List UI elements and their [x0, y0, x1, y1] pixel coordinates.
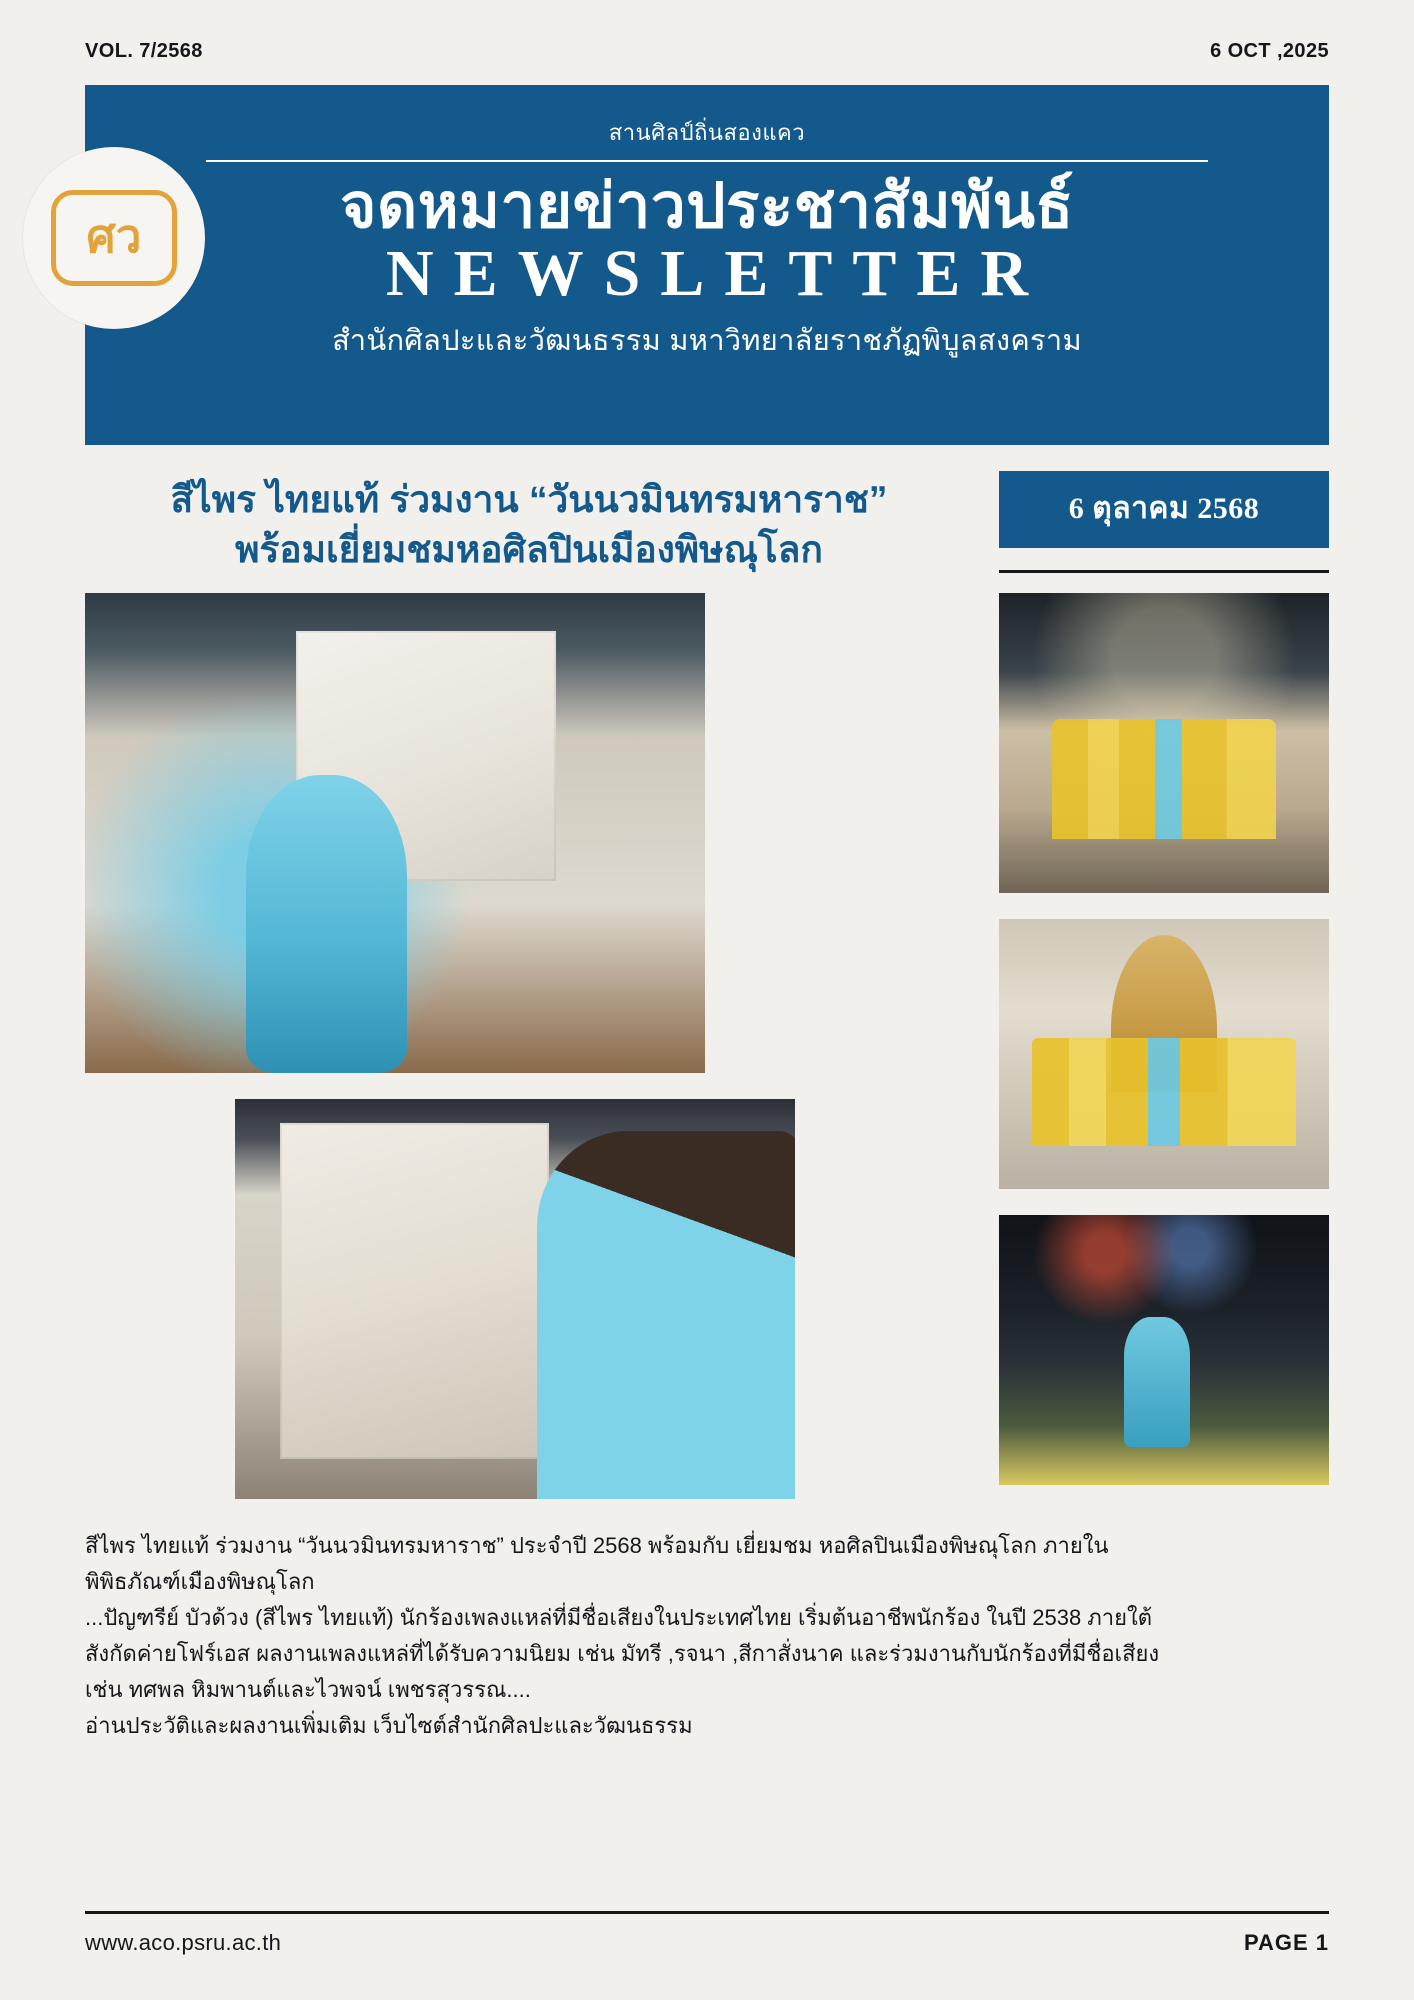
photo-signing-caption [243, 1478, 384, 1493]
footer-row [85, 1930, 1329, 1956]
photo-concert [999, 1215, 1329, 1485]
article-date-badge: 6 ตุลาคม 2568 [999, 471, 1329, 548]
organization-logo [23, 147, 205, 329]
headline-area [85, 471, 1329, 575]
article-body [85, 1529, 1329, 1744]
photo-signing [235, 1099, 795, 1499]
issue-date-label: 6 OCT ,2025 [1210, 40, 1329, 62]
article-paragraph: สังกัดค่ายโฟร์เอส ผลงานเพลงแหล่ที่ได้รับความนิยม เช่น มัทรี ,รจนา ,สีกาสั่งนาค และร่วมงานกับนักร้องที่มีชื่อเสียง [85, 1641, 1160, 1667]
date-column [999, 471, 1329, 575]
masthead [85, 85, 1329, 445]
article-paragraph: ...ปัญฑรีย์ บัวด้วง (สีไพร ไทยแท้) นักร้องเพลงแหล่ที่มีชื่อเสียงในประเทศไทย เริ่มต้นอาชีพนักร้อง ในปี 2538 ภายใต้ [85, 1605, 1153, 1631]
photo-exhibit-portrait [85, 593, 705, 1073]
footer-divider [85, 1911, 1329, 1914]
photo-concert-caption [1007, 1464, 1181, 1479]
masthead-divider-top [206, 160, 1207, 162]
page-footer [85, 1911, 1329, 1956]
photo-column-right [999, 593, 1329, 1499]
photo-group-stage [999, 593, 1329, 893]
masthead-thai-title: จดหมายข่าวประชาสัมพันธ์ [340, 172, 1074, 241]
masthead-organization: สำนักศิลปะและวัฒนธรรม มหาวิทยาลัยราชภัฏพิบูลสงคราม [332, 325, 1082, 358]
volume-label: VOL. 7/2568 [85, 40, 203, 62]
photo-exhibit-portrait-caption [93, 1052, 292, 1067]
photo-column-left [85, 593, 973, 1499]
masthead-english-title: NEWSLETTER [385, 237, 1049, 311]
footer-page-number: PAGE 1 [1243, 1930, 1329, 1955]
photo-grid [85, 593, 1329, 1499]
logo-mark-text: ศว [51, 190, 177, 286]
headline-line-2: พร้อมเยี่ยมชมหอศิลปินเมืองพิษณุโลก [235, 528, 823, 570]
photo-group-hall-caption [1007, 1168, 1104, 1183]
photo-group-stage-caption [1007, 872, 1106, 887]
article-paragraph: เช่น ทศพล หิมพานต์และไวพจน์ เพชรสุวรรณ.... [85, 1677, 531, 1703]
headline-line-1: สีไพร ไทยแท้ ร่วมงาน “วันนวมินทรมหาราช” [170, 479, 888, 520]
meta-row [85, 0, 1329, 63]
headline-block [85, 471, 973, 575]
date-underline [999, 570, 1329, 573]
photo-group-hall [999, 919, 1329, 1189]
footer-website-link[interactable]: www.aco.psru.ac.th [85, 1930, 282, 1955]
article-paragraph: พิพิธภัณฑ์เมืองพิษณุโลก [85, 1568, 315, 1594]
article-paragraph: อ่านประวัติและผลงานเพิ่มเติม เว็บไซต์สำนักศิลปะและวัฒนธรรม [85, 1713, 693, 1739]
article-paragraph: สีไพร ไทยแท้ ร่วมงาน “วันนวมินทรมหาราช” ประจำปี 2568 พร้อมกับ เยี่ยมชม หอศิลปินเมืองพิษณุโลก ภายใน [85, 1532, 1109, 1558]
masthead-tagline: สานศิลป์ถิ่นสองแคว [608, 120, 806, 145]
